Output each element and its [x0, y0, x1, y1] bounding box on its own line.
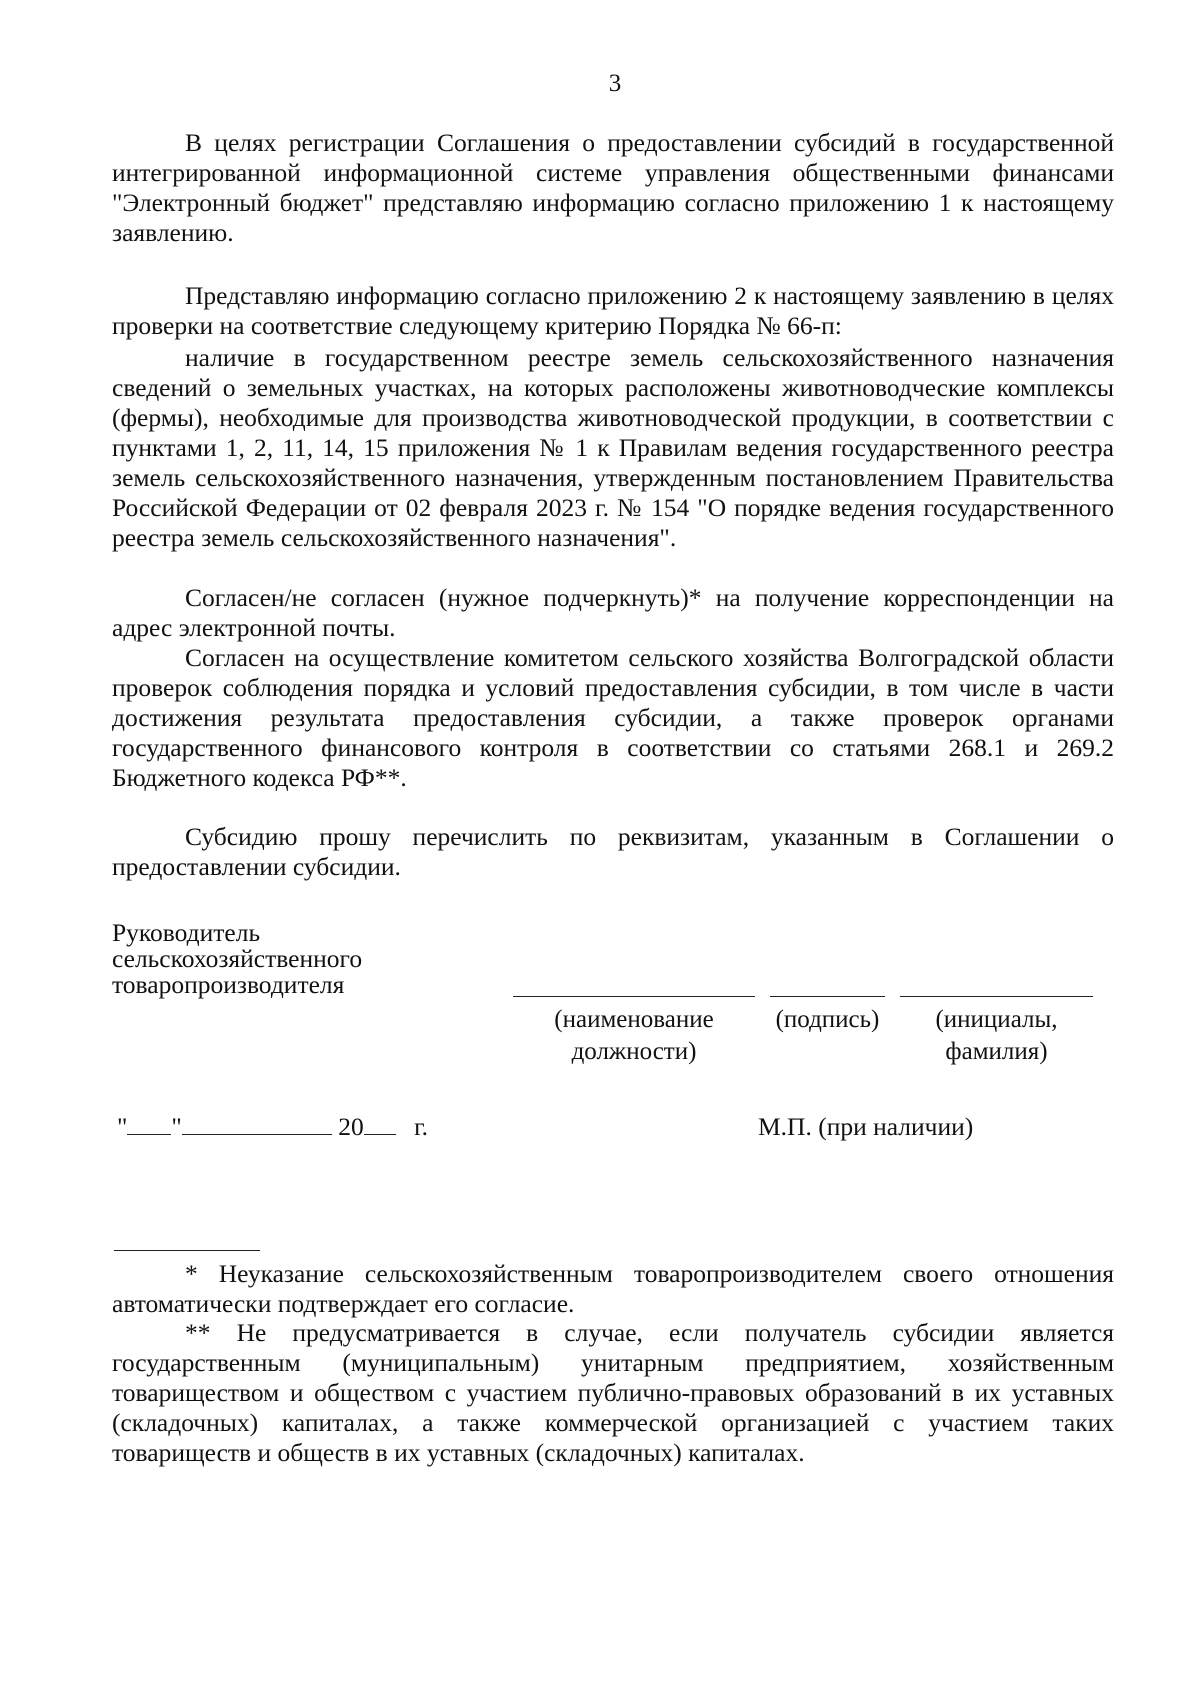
paragraph-email-consent: Согласен/не согласен (нужное подчеркнуть)* на получение корреспонденции на адрес электронной почты.: [112, 583, 1114, 642]
initials-blank-line[interactable]: [900, 996, 1093, 997]
month-blank[interactable]: [182, 1112, 332, 1135]
stamp-note: М.П. (при наличии): [758, 1112, 974, 1141]
signatory-role-line: товаропроизводителя: [112, 970, 345, 999]
signature-caption: [762, 1004, 893, 1036]
signatory-role-line: Руководитель: [112, 918, 261, 947]
date-field: [117, 1112, 428, 1142]
caption-line: (инициалы,: [935, 1006, 1058, 1033]
caption-line: (наименование: [554, 1006, 714, 1033]
paragraph-registration: В целях регистрации Соглашения о предоставлении субсидий в государственной интегрированной информационной системе управления общественными финансами "Электронный бюджет" представляю информацию согласно приложению 1 к настоящему заявлению.: [112, 128, 1114, 247]
paragraph-info-appendix-2: Представляю информацию согласно приложению 2 к настоящему заявлению в целях проверки на соответствие следующему критерию Порядка № 66-п:: [112, 281, 1114, 340]
position-caption: [513, 1004, 755, 1068]
date-close-quote: ": [171, 1112, 182, 1141]
signatory-role: [112, 920, 362, 998]
caption-line: (подпись): [775, 1006, 880, 1033]
paragraph-transfer-request: Субсидию прошу перечислить по реквизитам, указанным в Соглашении о предоставлении субсидии.: [112, 822, 1114, 881]
caption-line: должности): [571, 1038, 697, 1065]
paragraph-criterion: наличие в государственном реестре земель сельскохозяйственного назначения сведений о земельных участках, на которых расположены животноводческие комплексы (фермы), необходимые для производства животноводческой продукции, в соответствии с пунктами 1, 2, 11, 14, 15 приложения № 1 к Правилам ведения государственного реестра земель сельскохозяйственного назначения, утвержденным постановлением Правительства Российской Федерации от 02 февраля 2023 г. № 154 "О порядке ведения государственного реестра земель сельскохозяйственного назначения".: [112, 343, 1114, 552]
paragraph-inspection-consent: Согласен на осуществление комитетом сельского хозяйства Волгоградской области проверок соблюдения порядка и условий предоставления субсидии, в том числе в части достижения результата предоставления субсидии, а также проверок органами государственного финансового контроля в соответствии со статьями 268.1 и 269.2 Бюджетного кодекса РФ**.: [112, 643, 1114, 792]
year-prefix: 20: [338, 1112, 364, 1141]
page-number: 3: [608, 70, 622, 97]
signature-blank-line[interactable]: [770, 996, 885, 997]
footnote-2: ** Не предусматривается в случае, если получатель субсидии является государственным (муниципальным) унитарным предприятием, хозяйственным товариществом и обществом с участием публично-правовых образований в их уставных (складочных) капиталах, а также коммерческой организацией с участием таких товариществ и обществ в их уставных (складочных) капиталах.: [112, 1318, 1114, 1467]
position-blank-line[interactable]: [513, 996, 755, 997]
day-blank[interactable]: [127, 1112, 171, 1135]
caption-line: фамилия): [945, 1038, 1048, 1065]
signatory-role-line: сельскохозяйственного: [112, 944, 363, 973]
footnote-divider: [114, 1250, 260, 1251]
date-open-quote: ": [117, 1112, 128, 1141]
year-suffix: г.: [414, 1112, 429, 1141]
footnote-1: * Неуказание сельскохозяйственным товаропроизводителем своего отношения автоматически подтверждает его согласие.: [112, 1259, 1114, 1318]
year-blank[interactable]: [364, 1112, 396, 1135]
initials-caption: [900, 1004, 1093, 1068]
